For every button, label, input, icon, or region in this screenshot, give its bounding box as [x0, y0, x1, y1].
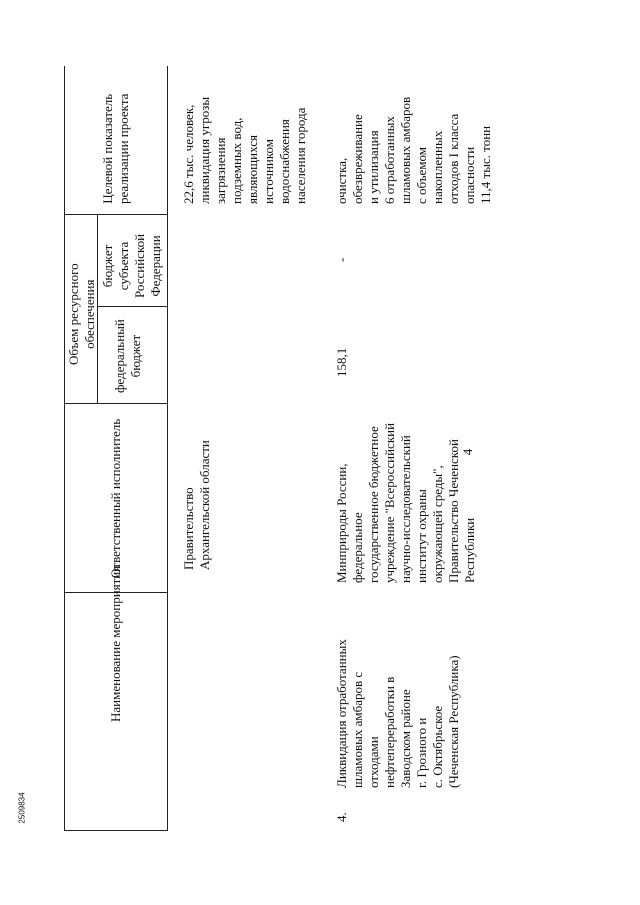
- header-divider-target: [64, 214, 168, 215]
- header-target-indicator: Целевой показатель реализации проекта: [100, 93, 131, 204]
- row2-number: 4.: [334, 812, 349, 822]
- row2-executor: Минприроды России, федеральное государственное бюджетное учреждение "Всероссийский научно-исследовательский институт охраны окружающей среды", Правительство Чеченской Республики: [334, 422, 477, 583]
- header-subject-budget: бюджет субъекта Российской Федерации: [100, 233, 163, 298]
- row2-target: очистка, обезвреживание и утилизация 6 отработанных шламовых амбаров с объемом накопленных отходов I класса опасности 11,4 тыс. тонн: [334, 96, 493, 204]
- header-executor: Ответственный исполнитель: [108, 418, 123, 578]
- header-divider-resource: [64, 403, 168, 404]
- document-code: 2509834: [17, 792, 27, 824]
- row2-name: Ликвидация отработанных шламовых амбаров с отходами нефтепереработки в Заводском районе г. Грозного и с. Октябрьское (Чеченская Республика): [334, 639, 461, 788]
- header-resource-volume: Объем ресурсного обеспечения: [66, 263, 97, 365]
- row2-federal-budget: 158,1: [334, 347, 349, 377]
- page-number: 4: [460, 448, 475, 456]
- table-top-border: [64, 66, 65, 831]
- table-bottom-rule: [64, 830, 168, 831]
- header-federal-budget: федеральный бюджет: [112, 319, 143, 393]
- header-name: Наименование мероприятия: [108, 565, 123, 722]
- header-bottom-border: [167, 66, 168, 831]
- row1-executor: Правительство Архангельской области: [181, 440, 212, 570]
- row2-subject-budget: -: [334, 257, 349, 262]
- header-divider-budgets: [97, 306, 168, 307]
- row1-target: 22,6 тыс. человек, ликвидация угрозы загрязнения подземных вод, являющихся источником водоснабжения населения города: [181, 96, 308, 204]
